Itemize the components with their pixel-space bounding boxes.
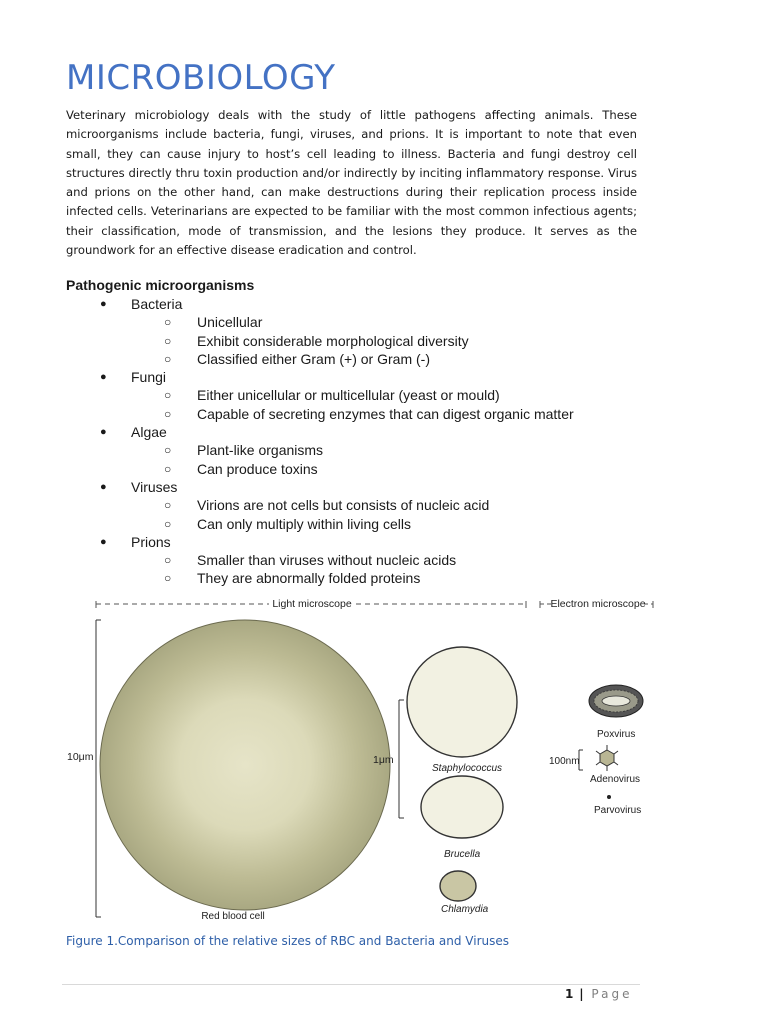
red-blood-cell bbox=[100, 620, 390, 910]
list-item-prions bbox=[0, 533, 700, 551]
sub-list-item bbox=[0, 496, 700, 514]
sub-bullet-icon: ○ bbox=[164, 571, 172, 586]
light-microscope-label: Light microscope bbox=[272, 598, 352, 610]
bullet-icon: ● bbox=[100, 480, 107, 493]
list-item-fungi bbox=[0, 368, 700, 386]
rbc-label: Red blood cell bbox=[201, 911, 265, 922]
sub-bullet-icon: ○ bbox=[164, 516, 172, 531]
organism-point: They are abnormally folded proteins bbox=[197, 570, 421, 587]
electron-microscope-label: Electron microscope bbox=[550, 598, 646, 610]
sub-list-item bbox=[0, 332, 700, 350]
organism-point: Unicellular bbox=[197, 314, 263, 331]
scale-100nm-label: 100nm bbox=[549, 756, 580, 767]
organism-point: Capable of secreting enzymes that can digest organic matter bbox=[197, 405, 574, 422]
staphylococcus-cell bbox=[407, 647, 517, 757]
sub-bullet-icon: ○ bbox=[164, 406, 172, 421]
sub-bullet-icon: ○ bbox=[164, 388, 172, 403]
brucella-label: Brucella bbox=[444, 849, 481, 860]
organism-name: Viruses bbox=[131, 478, 178, 495]
page-word: Page bbox=[591, 987, 633, 1001]
scale-bar-1um bbox=[399, 700, 404, 818]
figure-caption: Figure 1.Comparison of the relative sizes of RBC and Bacteria and Viruses bbox=[66, 934, 509, 948]
brucella-cell bbox=[421, 776, 503, 838]
list-item-algae bbox=[0, 423, 700, 441]
bullet-icon: ● bbox=[100, 426, 107, 439]
organism-point: Virions are not cells but consists of nucleic acid bbox=[197, 497, 490, 514]
organism-name: Fungi bbox=[131, 369, 167, 386]
staphylococcus-label: Staphylococcus bbox=[432, 763, 503, 774]
sub-bullet-icon: ○ bbox=[164, 315, 172, 330]
sub-bullet-icon: ○ bbox=[164, 333, 172, 348]
organism-point: Classified either Gram (+) or Gram (-) bbox=[197, 350, 430, 367]
size-comparison-figure bbox=[60, 592, 700, 927]
sub-list-item bbox=[0, 460, 700, 478]
sub-list-item bbox=[0, 313, 700, 331]
scale-bar-100nm bbox=[579, 750, 583, 770]
page-separator: | bbox=[579, 987, 584, 1001]
organism-name: Bacteria bbox=[131, 296, 183, 312]
section-heading: Pathogenic microorganisms bbox=[66, 277, 255, 293]
organism-name: Prions bbox=[131, 533, 171, 550]
organism-point: Exhibit considerable morphological diversity bbox=[197, 332, 469, 349]
organism-point: Smaller than viruses without nucleic acids bbox=[197, 552, 457, 569]
poxvirus-label: Poxvirus bbox=[597, 729, 636, 740]
organism-point: Can produce toxins bbox=[197, 460, 318, 477]
sub-bullet-icon: ○ bbox=[164, 553, 172, 568]
chlamydia-label: Chlamydia bbox=[441, 904, 489, 915]
sub-bullet-icon: ○ bbox=[164, 351, 172, 366]
list-item-viruses bbox=[0, 478, 700, 496]
parvovirus-label: Parvovirus bbox=[594, 805, 642, 816]
sub-bullet-icon: ○ bbox=[164, 443, 172, 458]
intro-paragraph: Veterinary microbiology deals with the study of little pathogens affecting animals. These microorganisms include bacteria, fungi, viruses, and prions. It is important to note that even small, they can cause injury to host’s cell leading to illness. Bacteria and fungi destroy cell structures directly thru toxin production and/or indirectly by inciting inflammatory response. Virus and prions on the other hand, can make destructions during their replication process inside infected cells. Veterinarians are expected to be familiar with the most common infectious agents; their classification, mode of transmission, and the lesions they produce. It serves as the groundwork for an effective disease eradication and control. bbox=[66, 108, 637, 258]
sub-list-item bbox=[0, 405, 700, 423]
scale-10um-label: 10μm bbox=[67, 751, 94, 763]
page-title: MICROBIOLOGY bbox=[66, 58, 336, 98]
sub-bullet-icon: ○ bbox=[164, 498, 172, 513]
figure-svg bbox=[60, 592, 700, 927]
parvovirus-particle bbox=[607, 795, 611, 799]
organism-list bbox=[0, 295, 700, 588]
bullet-icon: ● bbox=[100, 535, 107, 548]
sub-list-item bbox=[0, 515, 700, 533]
organism-point: Either unicellular or multicellular (yeast or mould) bbox=[197, 387, 500, 404]
page-number: 1 bbox=[565, 987, 574, 1001]
sub-list-item bbox=[0, 386, 700, 404]
poxvirus-particle bbox=[589, 685, 643, 717]
sub-list-item bbox=[0, 569, 700, 587]
sub-list-item bbox=[0, 441, 700, 459]
footer-divider bbox=[62, 984, 640, 985]
list-item-bacteria bbox=[0, 295, 700, 313]
sub-bullet-icon: ○ bbox=[164, 461, 172, 476]
adenovirus-label: Adenovirus bbox=[590, 774, 641, 785]
page-footer bbox=[565, 987, 632, 1001]
organism-point: Plant-like organisms bbox=[197, 442, 324, 459]
organism-point: Can only multiply within living cells bbox=[197, 515, 411, 532]
chlamydia-cell bbox=[440, 871, 476, 901]
bullet-icon: ● bbox=[100, 298, 107, 310]
organism-name: Algae bbox=[131, 424, 167, 441]
scale-1um-label: 1μm bbox=[373, 754, 394, 766]
bullet-icon: ● bbox=[100, 371, 107, 384]
adenovirus-particle bbox=[596, 745, 618, 771]
sub-list-item bbox=[0, 551, 700, 569]
sub-list-item bbox=[0, 350, 700, 368]
